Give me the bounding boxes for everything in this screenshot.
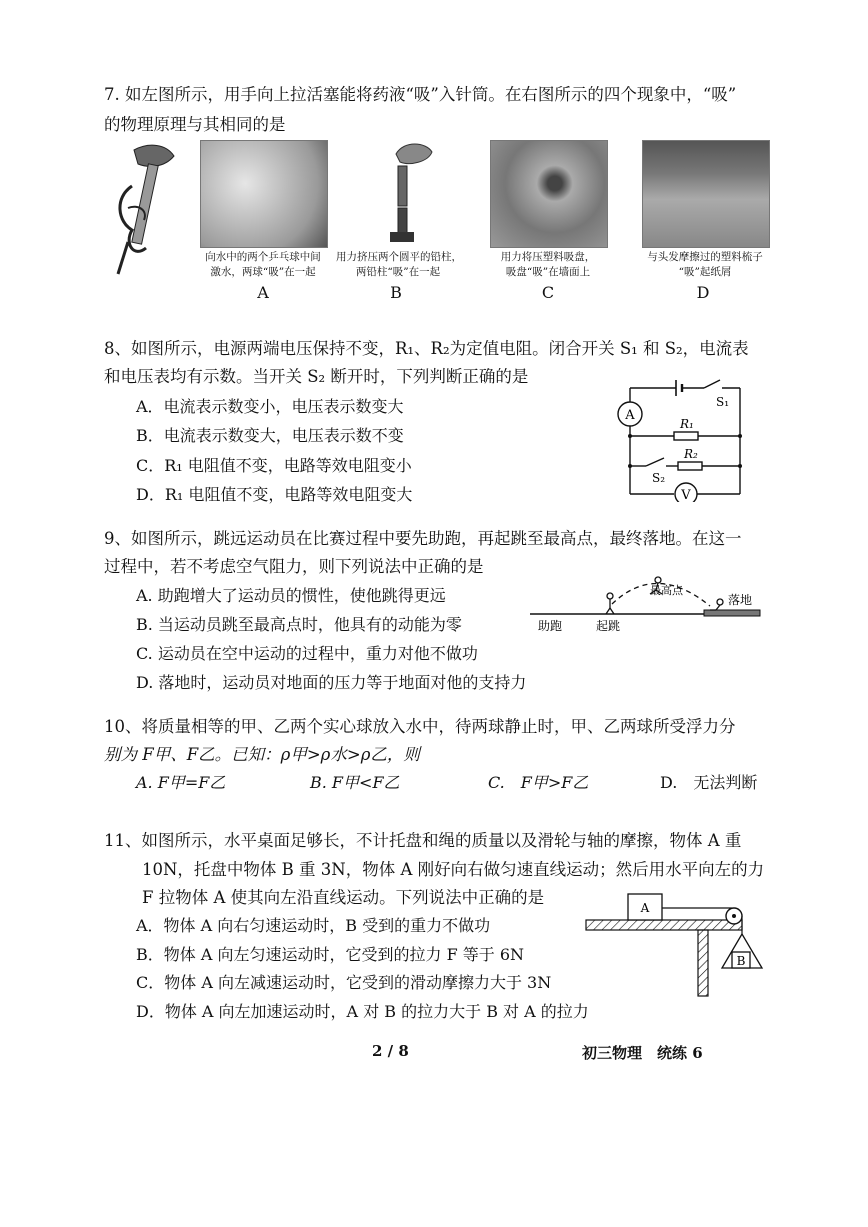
q9-stem-line1: 9、如图所示，跳远运动员在比赛过程中要先助跑，再起跳至最高点，最终落地。在这一 bbox=[104, 529, 742, 548]
q8-option-d: D．R₁ 电阻值不变，电路等效电阻变大 bbox=[136, 485, 413, 504]
q9-option-d: D. 落地时，运动员对地面的压力等于地面对他的支持力 bbox=[136, 673, 527, 692]
page-number: 2 / 8 bbox=[372, 1042, 409, 1060]
q7-option-c-letter: C bbox=[541, 283, 555, 302]
q10-stem-line1: 10、将质量相等的甲、乙两个实心球放入水中，待两球静止时，甲、乙两球所受浮力分 bbox=[104, 717, 736, 736]
block-b-label: B bbox=[736, 954, 746, 968]
q10-option-a: A. F甲=F乙 bbox=[136, 773, 226, 792]
r1-label: R₁ bbox=[680, 417, 694, 431]
r2-label: R₂ bbox=[684, 447, 698, 461]
photo-ping-pong-balls bbox=[200, 140, 328, 248]
ammeter-label: A bbox=[625, 408, 635, 423]
q8-stem-line1: 8、如图所示，电源两端电压保持不变，R₁、R₂为定值电阻。闭合开关 S₁ 和 S₂，电流表 bbox=[104, 339, 749, 358]
q11-option-a: A．物体 A 向右匀速运动时，B 受到的重力不做功 bbox=[136, 916, 491, 935]
q8-option-a: A．电流表示数变小，电压表示数变大 bbox=[136, 397, 404, 416]
q7-option-d-caption-2: “吸”起纸屑 bbox=[678, 266, 732, 278]
q11-option-c: C．物体 A 向左减速运动时，它受到的滑动摩擦力大于 3N bbox=[136, 973, 552, 992]
q8-stem-line2: 和电压表均有示数。当开关 S₂ 断开时，下列判断正确的是 bbox=[104, 367, 529, 386]
q11-stem-line1: 11、如图所示，水平桌面足够长，不计托盘和绳的质量以及滑轮与轴的摩擦，物体 A 重 bbox=[104, 831, 742, 850]
q7-option-b-letter: B bbox=[390, 283, 402, 302]
q7-option-b-caption-2: 两铅柱“吸”在一起 bbox=[355, 266, 441, 278]
label-run: 助跑 bbox=[538, 619, 563, 633]
label-jump: 起跳 bbox=[596, 619, 621, 633]
label-land: 落地 bbox=[728, 593, 753, 607]
footer-subject: 初三物理 统练 6 bbox=[582, 1044, 703, 1062]
photo-comb-paper bbox=[642, 140, 770, 248]
syringe-hand-figure bbox=[104, 138, 184, 278]
circuit-diagram bbox=[608, 378, 750, 502]
q8-option-c: C．R₁ 电阻值不变，电路等效电阻变小 bbox=[136, 456, 412, 475]
q7-option-a-caption-2: 激水，两球“吸”在一起 bbox=[210, 266, 316, 278]
q7-option-c-caption-1: 用力将压塑料吸盘， bbox=[500, 251, 596, 263]
q7-option-a-caption-1: 向水中的两个乒乓球中间 bbox=[205, 251, 321, 263]
q11-stem-line2: 10N，托盘中物体 B 重 3N，物体 A 刚好向右做匀速直线运动；然后用水平向左的力 bbox=[142, 860, 765, 879]
q7-option-a-letter: A bbox=[257, 283, 269, 302]
q10-option-b: B. F甲<F乙 bbox=[310, 773, 400, 792]
q10-option-c: C. F甲>F乙 bbox=[488, 773, 589, 792]
q10-stem-line2: 别为 F甲、F乙。已知：ρ甲>ρ水>ρ乙，则 bbox=[104, 745, 420, 764]
q7-option-d-letter: D bbox=[696, 283, 710, 302]
q11-stem-line3: F 拉物体 A 使其向左沿直线运动。下列说法中正确的是 bbox=[142, 888, 545, 907]
q7-stem-line2: 的物理原理与其相同的是 bbox=[104, 115, 286, 134]
label-top: 最高点 bbox=[650, 584, 683, 597]
photo-lead-cylinders bbox=[370, 140, 440, 246]
voltmeter-label: V bbox=[681, 488, 691, 502]
q9-option-a: A. 助跑增大了运动员的惯性，使他跳得更远 bbox=[136, 586, 446, 605]
q9-stem-line2: 过程中，若不考虑空气阻力，则下列说法中正确的是 bbox=[104, 557, 484, 576]
q7-stem-line1: 7. 如左图所示，用手向上拉活塞能将药液“吸”入针筒。在右图所示的四个现象中，“吸” bbox=[104, 85, 737, 104]
q11-option-d: D．物体 A 向左加速运动时，A 对 B 的拉力大于 B 对 A 的拉力 bbox=[136, 1002, 589, 1021]
q7-option-c-caption-2: 吸盘“吸”在墙面上 bbox=[505, 266, 591, 278]
q7-option-b-caption-1: 用力挤压两个圆平的铅柱， bbox=[336, 251, 462, 263]
q9-option-c: C. 运动员在空中运动的过程中，重力对他不做功 bbox=[136, 644, 478, 663]
long-jump-figure bbox=[526, 574, 766, 636]
block-a-label: A bbox=[640, 901, 650, 915]
s1-label: S₁ bbox=[716, 395, 730, 409]
q9-option-b: B. 当运动员跳至最高点时，他具有的动能为零 bbox=[136, 615, 462, 634]
q11-option-b: B．物体 A 向左匀速运动时，它受到的拉力 F 等于 6N bbox=[136, 945, 525, 964]
s2-label: S₂ bbox=[652, 471, 666, 485]
photo-suction-cup bbox=[490, 140, 608, 248]
q8-option-b: B．电流表示数变大，电压表示数不变 bbox=[136, 426, 404, 445]
pulley-table-figure bbox=[584, 888, 766, 1000]
q7-option-d-caption-1: 与头发摩擦过的塑料梳子 bbox=[647, 251, 763, 263]
q10-option-d: D. 无法判断 bbox=[660, 773, 758, 792]
